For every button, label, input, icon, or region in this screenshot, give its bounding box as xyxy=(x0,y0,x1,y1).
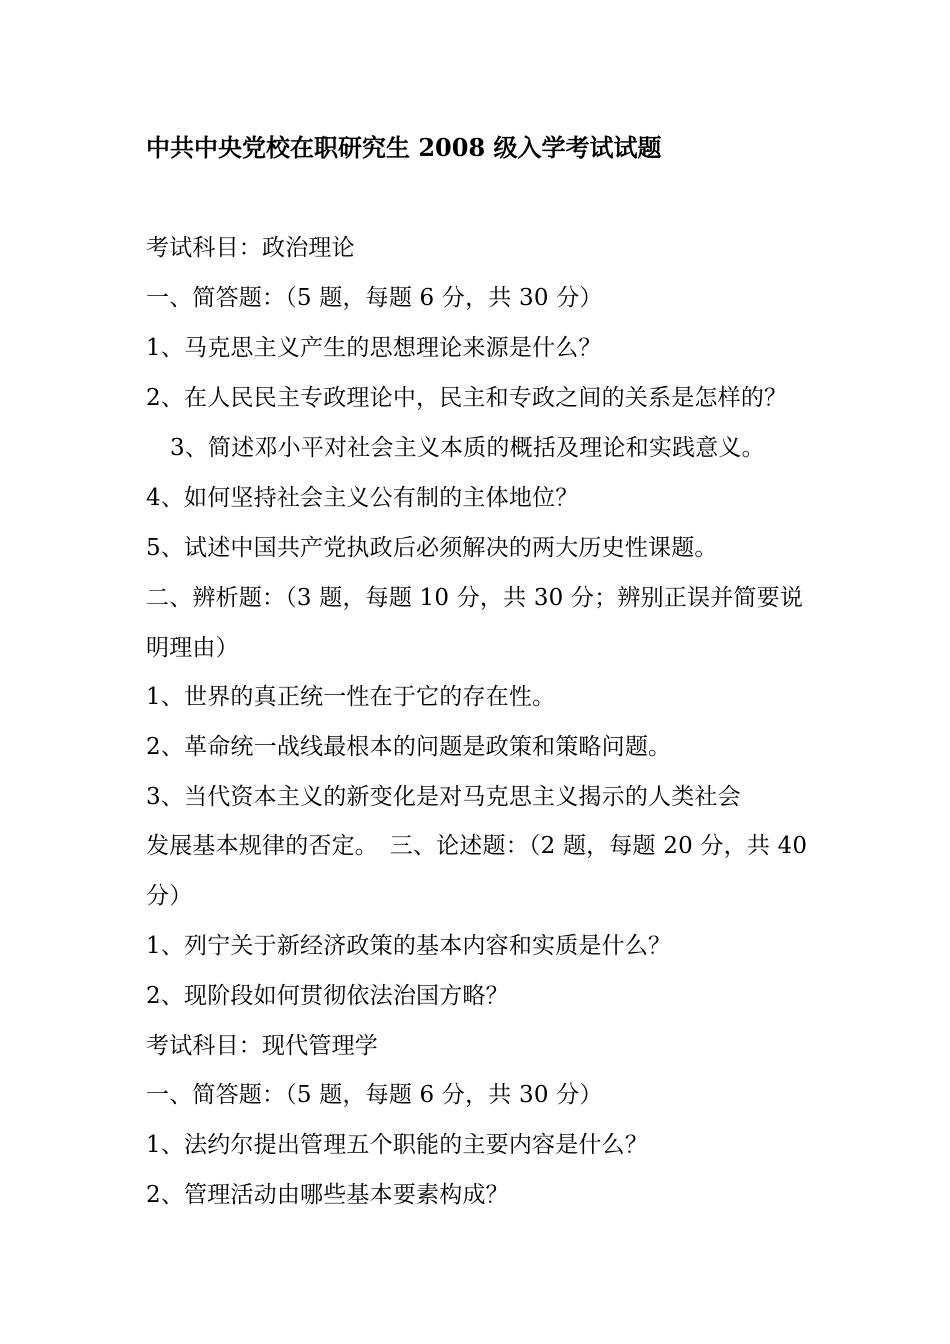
question-text: 5、试述中国共产党执政后必须解决的两大历史性课题。 xyxy=(146,535,718,561)
question-text: 1、列宁关于新经济政策的基本内容和实质是什么？ xyxy=(146,933,672,959)
question-text-continued: 发展基本规律的否定。 三、论述题：（2 题，每题 20 分，共 40 xyxy=(146,833,808,859)
section-heading-continued: 明理由） xyxy=(146,635,239,661)
section-heading: 一、简答题：（5 题，每题 6 分，共 30 分） xyxy=(146,1082,603,1108)
exam-subject-heading: 考试科目：现代管理学 xyxy=(146,1033,378,1059)
question-text: 2、革命统一战线最根本的问题是政策和策略问题。 xyxy=(146,734,672,760)
question-text: 3、当代资本主义的新变化是对马克思主义揭示的人类社会 xyxy=(146,784,741,810)
document-title: 中共中央党校在职研究生 2008 级入学考试试题 xyxy=(146,133,662,162)
section-heading: 一、简答题：（5 题，每题 6 分，共 30 分） xyxy=(146,285,603,311)
section-heading-continued: 分） xyxy=(146,883,193,909)
question-text: 4、如何坚持社会主义公有制的主体地位？ xyxy=(146,485,579,511)
question-text: 1、法约尔提出管理五个职能的主要内容是什么？ xyxy=(146,1132,649,1158)
question-text: 1、世界的真正统一性在于它的存在性。 xyxy=(146,684,556,710)
question-text: 2、现阶段如何贯彻依法治国方略？ xyxy=(146,983,509,1009)
question-text: 2、管理活动由哪些基本要素构成？ xyxy=(146,1182,509,1208)
question-text: 3、简述邓小平对社会主义本质的概括及理论和实践意义。 xyxy=(170,435,765,461)
section-heading: 二、辨析题：（3 题，每题 10 分，共 30 分；辨别正误并简要说 xyxy=(146,585,804,611)
question-text: 1、马克思主义产生的思想理论来源是什么？ xyxy=(146,335,602,361)
question-text: 2、在人民民主专政理论中，民主和专政之间的关系是怎样的？ xyxy=(146,385,788,411)
exam-subject-heading: 考试科目：政治理论 xyxy=(146,235,355,261)
